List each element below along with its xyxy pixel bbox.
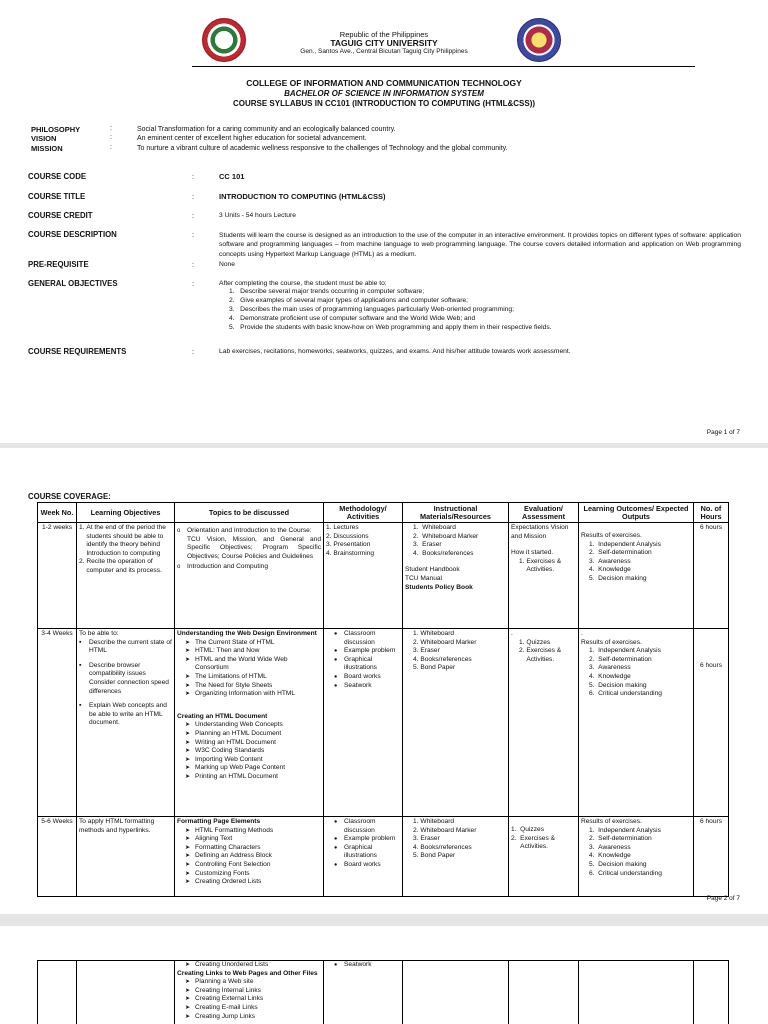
list-item: 1. Whiteboard: [413, 524, 456, 531]
evaluation-mark: .: [511, 630, 513, 637]
list-item: ● Board works: [334, 861, 400, 870]
header-materials: Instructional Materials/Resources: [403, 503, 509, 523]
list-item: ➤ Printing an HTML Document: [185, 773, 321, 782]
list-item: o Orientation and Introduction to the Course:: [177, 527, 321, 536]
materials-cell: [403, 523, 509, 629]
methodology-cell: [324, 961, 403, 1024]
list-item: ● Example problem: [334, 835, 400, 844]
list-item: 3. Awareness: [589, 664, 631, 672]
list-item: 2. Whiteboard Marker: [413, 826, 477, 834]
program-title: BACHELOR OF SCIENCE IN INFORMATION SYSTEM: [284, 89, 484, 98]
hours-cell: 6 hours: [694, 523, 729, 629]
hours-cell: 6 hours: [694, 817, 729, 897]
course-requirements-label: COURSE REQUIREMENTS: [28, 347, 127, 356]
list-item: ➤ Creating Internal Links: [185, 987, 321, 996]
course-title-label: COURSE TITLE: [28, 192, 86, 201]
material-extra: Student Handbook: [405, 566, 460, 574]
topic-section-title: Creating an HTML Document: [177, 712, 268, 720]
objectives-cell: [77, 629, 175, 817]
republic-line: Republic of the Philippines: [339, 30, 429, 39]
course-code-colon: :: [192, 172, 195, 181]
evaluation-how: How it started.: [511, 549, 554, 557]
list-item: ➤ The Current State of HTML: [185, 639, 321, 648]
list-item: ➤ Creating Jump Links: [185, 1013, 321, 1022]
course-coverage-label: COURSE COVERAGE:: [28, 492, 111, 501]
university-address: Gen., Santos Ave., Central Bicutan Taguig City Philippines: [300, 48, 468, 55]
list-item: 3. Awareness: [589, 843, 631, 851]
mission-text: To nurture a vibrant culture of academic wellness responsive to the challenges of Technology and the global community.: [137, 145, 508, 152]
table-header-row: [38, 503, 729, 523]
course-code-label: COURSE CODE: [28, 172, 87, 181]
list-item: ➤ Creating External Links: [185, 995, 321, 1004]
vision-colon: :: [110, 134, 112, 141]
list-item: ➤ Creating Ordered Lists: [185, 878, 321, 887]
list-item: ➤ Marking up Web Page Content: [185, 764, 321, 773]
table-row: [38, 961, 729, 1024]
methodology-cell: [324, 523, 403, 629]
table-row: [38, 629, 729, 817]
list-item: 1. At the end of the period the students should be able to identify the theory behind Introduction to computing: [79, 524, 166, 557]
syllabus-page-1: [0, 0, 768, 443]
list-item: 4. Knowledge: [589, 566, 631, 574]
outcomes-cell: [579, 523, 694, 629]
list-item: 2. Discussions: [326, 532, 369, 540]
list-item: ● Classroom discussion: [334, 818, 400, 835]
topic-section-title: Formatting Page Elements: [177, 818, 261, 825]
objectives-cell: [77, 523, 175, 629]
list-item: 2. Exercises & Activities.: [511, 834, 555, 851]
topic-section-title: Understanding the Web Design Environment: [177, 630, 317, 637]
header-week: Week No.: [38, 503, 77, 523]
university-name: TAGUIG CITY UNIVERSITY: [330, 38, 438, 48]
list-item: 1. Independent Analysis: [589, 826, 661, 834]
list-item: ➤ Customizing Fonts: [185, 870, 321, 879]
outcomes-intro: Results of exercises.: [581, 532, 642, 539]
list-item: ➤ Organizing Information with HTML: [185, 690, 321, 699]
list-item: ➤ Planning an HTML Document: [185, 730, 321, 739]
list-item: ▪ Explain Web concepts and be able to write an HTML document.: [79, 702, 172, 728]
list-item: ➤ Formatting Characters: [185, 844, 321, 853]
list-item: ➤ Aligning Text: [185, 835, 321, 844]
list-item: 2. Self-determination: [589, 549, 652, 557]
prerequisite-colon: :: [192, 260, 195, 269]
vision-label: VISION: [31, 134, 57, 143]
course-coverage-table: [37, 502, 729, 897]
objectives-cell: To apply HTML formatting methods and hyperlinks.: [77, 817, 175, 897]
list-item: ● Graphical illustrations: [334, 844, 400, 861]
mission-colon: :: [110, 144, 112, 151]
list-item: ➤ Understanding Web Concepts: [185, 721, 321, 730]
evaluation-cell: [509, 629, 579, 817]
prerequisite-value: None: [219, 261, 235, 268]
list-item: 1. Independent Analysis: [589, 647, 661, 655]
college-title: COLLEGE OF INFORMATION AND COMMUNICATION TECHNOLOGY: [246, 78, 522, 88]
philosophy-colon: :: [110, 125, 112, 132]
list-item: 5. Bond Paper: [413, 852, 456, 860]
list-item: 1. Independent Analysis: [589, 540, 661, 548]
evaluation-intro: Expectations Vision and Mission: [511, 524, 569, 540]
list-item: 1. Exercises & Activities.: [519, 557, 562, 574]
list-item: 2. Whiteboard Marker: [413, 638, 477, 646]
materials-cell: [403, 629, 509, 817]
mission-label: MISSION: [31, 144, 63, 153]
list-item: 1. Lectures: [326, 524, 359, 531]
course-description-colon: :: [192, 230, 195, 239]
list-item: ➤ Writing an HTML Document: [185, 739, 321, 748]
course-credit-colon: :: [192, 211, 195, 220]
objectives-cell: [77, 961, 175, 1024]
week-cell: 3-4 Weeks: [38, 629, 77, 817]
week-cell: [38, 961, 77, 1024]
list-item: 5. Decision making: [589, 860, 647, 868]
page-gap: [0, 914, 768, 926]
list-item: 4. Books/references: [413, 843, 472, 851]
outcomes-cell: [579, 817, 694, 897]
list-item: ➤ The Limitations of HTML: [185, 673, 321, 682]
list-item: ● Example problem: [334, 647, 400, 656]
header-learning-objectives: Learning Objectives: [77, 503, 175, 523]
materials-cell: [403, 961, 509, 1024]
material-extra: TCU Manual: [405, 574, 443, 582]
list-item: ➤ Importing Web Content: [185, 756, 321, 765]
header-topics: Topics to be discussed: [175, 503, 324, 523]
list-item: ● Seatwork: [334, 682, 400, 691]
list-item: ▪ Describe the current state of HTML: [79, 639, 172, 656]
list-item: 3. Awareness: [589, 557, 631, 565]
list-item: 1. Quizzes: [511, 826, 544, 833]
outcomes-intro: Results of exercises.: [581, 818, 642, 825]
list-item: 3. Eraser: [413, 647, 440, 655]
header-methodology: Methodology/ Activities: [324, 503, 403, 523]
list-item: o Introduction and Computing: [177, 563, 321, 572]
materials-cell: [403, 817, 509, 897]
objective-item: 5. Provide the students with basic know-how on Web programming and apply them in their respective fields.: [229, 324, 552, 331]
philosophy-label: PHILOSOPHY: [31, 125, 81, 134]
list-item: 2. Self-determination: [589, 835, 652, 843]
list-item: 2. Exercises & Activities.: [519, 647, 562, 663]
topics-cell: [175, 523, 324, 629]
list-item: ● Classroom discussion: [334, 630, 400, 647]
list-item: 4. Books/references: [413, 549, 474, 557]
outcomes-cell: [579, 961, 694, 1024]
course-requirements-text: Lab exercises, recitations, homeworks, seatworks, quizzes, and exams. And his/her attitude towards work assessment.: [219, 348, 571, 355]
page-number: Page 1 of 7: [706, 429, 740, 436]
list-item: 4. Knowledge: [589, 852, 631, 860]
general-objectives-label: GENERAL OBJECTIVES: [28, 279, 118, 288]
list-item: ➤ Defining an Address Block: [185, 852, 321, 861]
list-item: ➤ W3C Coding Standards: [185, 747, 321, 756]
list-item: 5. Bond Paper: [413, 664, 456, 672]
course-credit-value: 3 Units - 54 hours Lecture: [219, 212, 296, 219]
list-item: ● Board works: [334, 673, 400, 682]
list-item: ➤ Creating Unordered Lists: [185, 961, 321, 970]
hours-cell: [694, 961, 729, 1024]
list-item: 6. Critical understanding: [589, 690, 662, 698]
general-objectives-colon: :: [192, 279, 195, 288]
objective-item: 4. Demonstrate proficient use of computer software and the World Wide Web; and: [229, 315, 476, 322]
list-item: ● Seatwork: [334, 961, 400, 970]
topics-cell: [175, 817, 324, 897]
week-cell: 5-6 Weeks: [38, 817, 77, 897]
course-requirements-colon: :: [192, 347, 195, 356]
evaluation-cell: [509, 961, 579, 1024]
list-item: ➤ Planning a Web site: [185, 978, 321, 987]
outcomes-mark: .: [581, 630, 583, 637]
list-item: 2. Recite the operation of computer and its process.: [79, 558, 162, 574]
objective-item: 2. Give examples of several major types of applications and computer software;: [229, 297, 469, 304]
syllabus-page-3: [0, 926, 768, 1024]
vision-text: An eminent center of excellent higher education for societal advancement.: [137, 135, 367, 142]
list-item: 1. Whiteboard: [413, 818, 455, 825]
list-item: 3. Eraser: [413, 835, 440, 843]
objectives-intro: To be able to:: [79, 630, 119, 637]
topic-section-title: Creating Links to Web Pages and Other Files: [177, 969, 318, 977]
page-number: Page 2 of 7: [706, 895, 740, 902]
objectives-list: [219, 287, 552, 332]
methodology-cell: [324, 629, 403, 817]
course-title-value: INTRODUCTION TO COMPUTING (HTML&CSS): [219, 192, 386, 201]
list-item: 4. Brainstorming: [326, 549, 375, 557]
syllabus-page-2: [0, 448, 768, 914]
course-title-colon: :: [192, 192, 195, 201]
list-item: 5. Decision making: [589, 681, 647, 689]
list-item: ➤ The Need for Style Sheets: [185, 682, 321, 691]
topics-cell: [175, 629, 324, 817]
table-row: [38, 523, 729, 629]
philosophy-text: Social Transformation for a caring community and an ecologically balanced country.: [137, 126, 396, 133]
outcomes-cell: [579, 629, 694, 817]
list-item: ➤ HTML Formatting Methods: [185, 827, 321, 836]
week-cell: 1-2 weeks: [38, 523, 77, 629]
header-evaluation: Evaluation/ Assessment: [509, 503, 579, 523]
list-item: 1. Whiteboard: [413, 630, 455, 637]
header-divider: [192, 66, 695, 67]
list-item: 3. Eraser: [413, 541, 442, 549]
list-item: 2. Whiteboard Marker: [413, 532, 479, 540]
course-description-text: Students will learn the course is designed as an introduction to the use of the computer in an interactive environment. It provides topics on different types of software: application software and programming languages – from machine language to web programming language. The course covers detailed information and application on Web programming concepts using Hypertext Markup Language (HTML) as a medium.: [219, 232, 741, 258]
objectives-intro: After completing the course, the student must be able to:: [219, 280, 387, 287]
course-description-label: COURSE DESCRIPTION: [28, 230, 117, 239]
list-item: ➤ Controlling Font Selection: [185, 861, 321, 870]
hours-cell: 6 hours: [694, 629, 729, 817]
list-item: 3. Presentation: [326, 541, 371, 549]
list-item: ▪ Describe browser compatibility issues Consider connection speed differences: [79, 662, 172, 696]
course-syllabus-title: COURSE SYLLABUS IN CC101 (INTRODUCTION TO COMPUTING (HTML&CSS)): [232, 99, 536, 108]
methodology-cell: [324, 817, 403, 897]
topics-cell: [175, 961, 324, 1024]
outcomes-intro: Results of exercises.: [581, 638, 642, 646]
list-item: ➤ HTML: Then and Now: [185, 647, 321, 656]
objective-item: 1. Describe several major trends occurring in computer software;: [229, 288, 425, 295]
course-coverage-table-continued: [37, 960, 729, 1024]
list-item: 5. Decision making: [589, 574, 647, 582]
list-item: ● Graphical illustrations: [334, 656, 400, 673]
list-item: 2. Self-determination: [589, 655, 652, 663]
list-item: 1. Quizzes: [519, 638, 551, 646]
list-item: ➤ HTML and the World Wide Web Consortium: [185, 656, 321, 673]
prerequisite-label: PRE-REQUISITE: [28, 260, 89, 269]
general-objectives-block: [219, 280, 552, 332]
table-row: [38, 817, 729, 897]
list-item: 4. Books/references: [413, 655, 472, 663]
material-extra: Students Policy Book: [405, 583, 473, 591]
course-code-value: CC 101: [219, 172, 245, 181]
list-item: 6. Critical understanding: [589, 869, 662, 877]
course-credit-label: COURSE CREDIT: [28, 211, 93, 220]
header-outcomes: Learning Outcomes/ Expected Outputs: [579, 503, 694, 523]
list-item: 4. Knowledge: [589, 672, 631, 680]
evaluation-cell: [509, 817, 579, 897]
topic-detail: TCU Vision, Mission, and General and Specific Objectives; Program Specific Objectives; Course Policies and Guidelines: [187, 535, 321, 560]
list-item: ➤ Creating E-mail Links: [185, 1004, 321, 1013]
objective-item: 3. Describes the main uses of programming languages particularly Web-oriented programming;: [229, 306, 514, 313]
evaluation-cell: [509, 523, 579, 629]
header-hours: No. of Hours: [694, 503, 729, 523]
